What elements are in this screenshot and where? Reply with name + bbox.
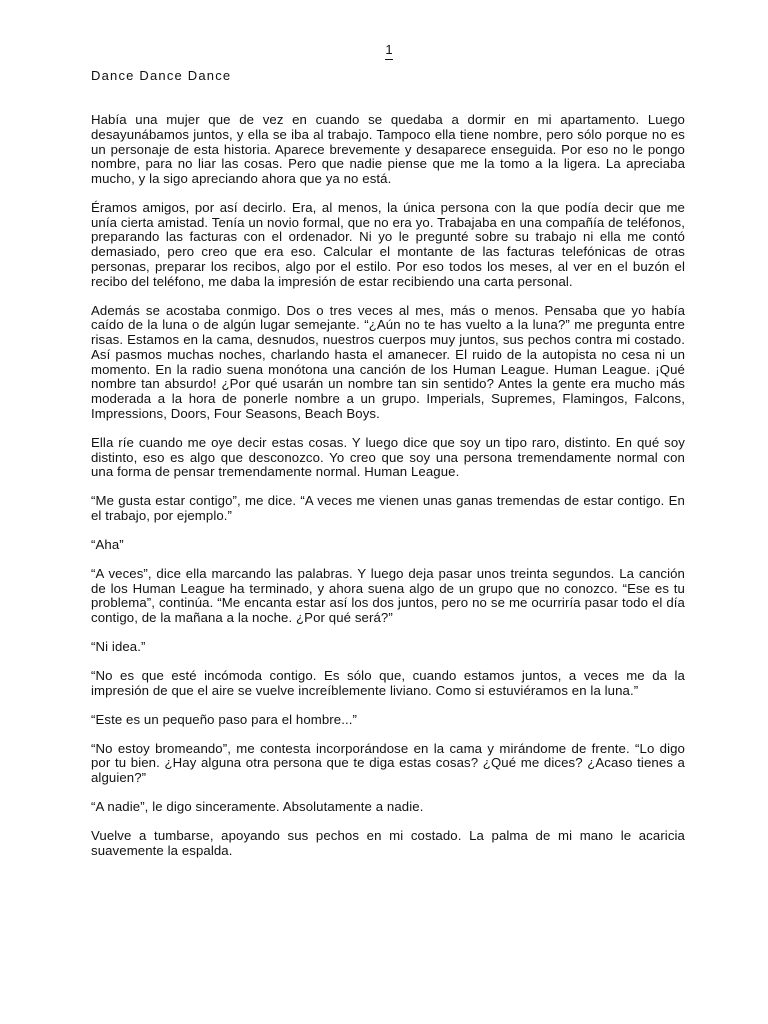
document-title: Dance Dance Dance <box>91 68 232 83</box>
page-number <box>0 42 768 60</box>
paragraph: “Me gusta estar contigo”, me dice. “A veces me vienen unas ganas tremendas de estar contigo. En el trabajo, por ejemplo.” <box>91 493 685 523</box>
paragraph: Éramos amigos, por así decirlo. Era, al menos, la única persona con la que podía decir que me unía cierta amistad. Tenía un novio formal, que no era yo. Trabajaba en una compañía de teléfonos, preparando las facturas con el ordenador. Ni yo le pregunté sobre su trabajo ni ella me contó demasiado, pero creo que era eso. Calcular el montante de las facturas telefónicas de otras personas, preparar los recibos, algo por el estilo. Por eso todos los meses, al ver en el buzón el recibo del teléfono, me daba la impresión de estar recibiendo una carta personal. <box>91 199 685 289</box>
paragraph: “Aha” <box>91 536 124 552</box>
body-text <box>91 113 685 873</box>
paragraph: “A veces”, dice ella marcando las palabras. Y luego deja pasar unos treinta segundos. La canción de los Human League ha terminado, y ahora suena algo de un grupo que no conozco. “Ese es tu problema”, continúa. “Me encanta estar así los dos juntos, pero no se me ocurriría pasar todo el día contigo, de la mañana a la noche. ¿Por qué será?” <box>91 565 685 626</box>
paragraph: Además se acostaba conmigo. Dos o tres veces al mes, más o menos. Pensaba que yo había caído de la luna o de algún lugar semejante. “¿Aún no te has vuelto a la luna?” me pregunta entre risas. Estamos en la cama, desnudos, nuestros cuerpos muy juntos, sus pechos contra mi costado. Así pasmos muchas noches, charlando hasta el amanecer. El ruido de la autopista no cesa ni un momento. En la radio suena monótona una canción de los Human League. Human League. ¡Qué nombre tan absurdo! ¿Por qué usarán un nombre tan sin sentido? Antes la gente era mucho más moderada a la hora de ponerle nombre a un grupo. Imperials, Supremes, Flamingos, Falcons, Impressions, Doors, Four Seasons, Beach Boys. <box>91 302 685 421</box>
paragraph: Vuelve a tumbarse, apoyando sus pechos en mi costado. La palma de mi mano le acaricia suavemente la espalda. <box>91 828 685 858</box>
page-number-text: 1 <box>385 42 392 60</box>
paragraph: “Este es un pequeño paso para el hombre...” <box>91 711 358 727</box>
paragraph: “A nadie”, le digo sinceramente. Absolutamente a nadie. <box>91 799 424 815</box>
paragraph: “No es que esté incómoda contigo. Es sólo que, cuando estamos juntos, a veces me da la impresión de que el aire se vuelve increíblemente liviano. Como si estuviéramos en la luna.” <box>91 668 685 698</box>
paragraph: “No estoy bromeando”, me contesta incorporándose en la cama y mirándome de frente. “Lo digo por tu bien. ¿Hay alguna otra persona que te diga estas cosas? ¿Qué me dices? ¿Acaso tienes a alguien?” <box>91 740 685 786</box>
paragraph: “Ni idea.” <box>91 639 146 655</box>
paragraph: Había una mujer que de vez en cuando se quedaba a dormir en mi apartamento. Luego desayunábamos juntos, y ella se iba al trabajo. Tampoco ella tiene nombre, pero sólo porque no es un personaje de esta historia. Aparece brevemente y desaparece enseguida. Por eso no le pongo nombre, para no liar las cosas. Pero que nadie piense que me la tomo a la ligera. La apreciaba mucho, y la sigo apreciando ahora que ya no está. <box>91 112 685 186</box>
paragraph: Ella ríe cuando me oye decir estas cosas. Y luego dice que soy un tipo raro, distinto. En qué soy distinto, eso es algo que desconozco. Yo creo que soy una persona tremendamente normal con una forma de pensar tremendamente normal. Human League. <box>91 434 685 480</box>
